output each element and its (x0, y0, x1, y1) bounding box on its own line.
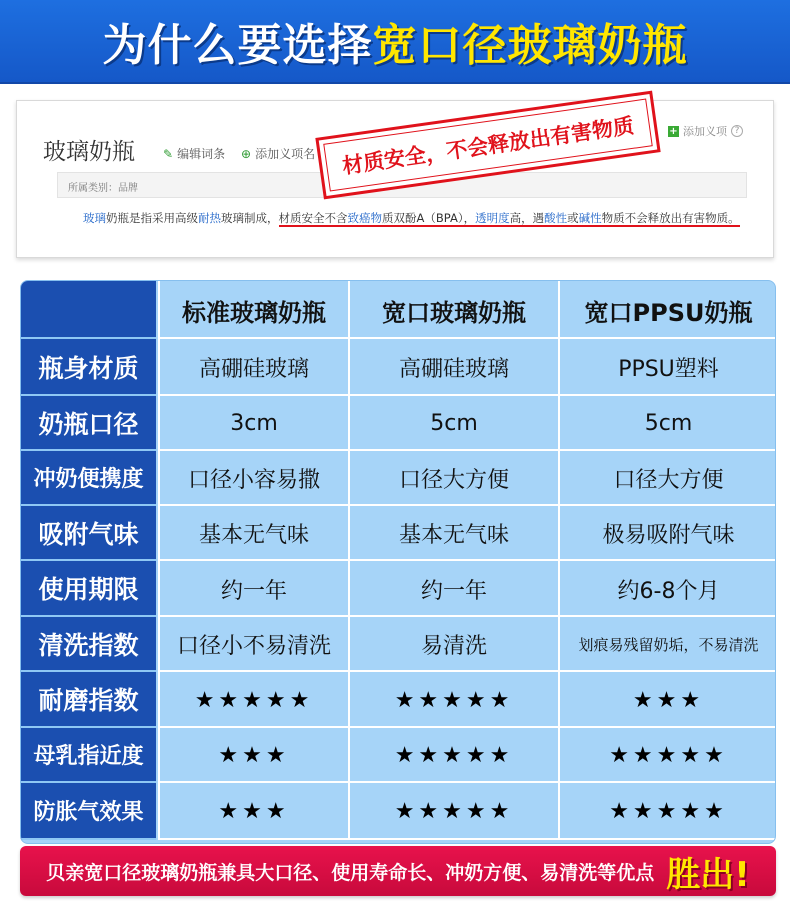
header-corner (21, 281, 156, 339)
title-highlight: 宽口径玻璃奶瓶 (372, 20, 688, 71)
table-cell: 口径小不易清洗 (158, 617, 348, 672)
add-item-link[interactable] (241, 145, 315, 162)
add-item-label: 添加义项名 (255, 147, 316, 161)
row-label: 奶瓶口径 (21, 396, 156, 451)
banner-emphasis: 胜出! (666, 854, 750, 895)
row-divider (158, 838, 776, 840)
table-cell: 极易吸附气味 (558, 506, 776, 561)
star-rating: ★★★ (558, 672, 776, 728)
desc-text-6: 或 (567, 211, 579, 225)
add-item-right-link[interactable] (668, 123, 743, 139)
edit-entry-label: 编辑词条 (177, 147, 226, 161)
row-label: 使用期限 (21, 561, 156, 617)
underlined-claim (279, 211, 740, 227)
edit-entry-link[interactable] (163, 145, 225, 162)
table-cell: 约一年 (158, 561, 348, 617)
table-row (21, 783, 776, 840)
table-row (21, 451, 776, 506)
page-title (103, 9, 688, 73)
desc-text-3: 材质安全不含 (278, 211, 348, 225)
category-bar: 所属类别：品牌 (57, 172, 747, 198)
desc-text-2: 玻璃制成， (221, 211, 279, 225)
row-label: 清洗指数 (21, 617, 156, 672)
summary-banner (20, 846, 776, 896)
desc-text-7: 物质不会释放出有害物质。 (601, 211, 740, 225)
link-transparency[interactable]: 透明度 (475, 211, 510, 225)
table-body (21, 281, 776, 844)
pencil-icon: ✎ (163, 146, 174, 161)
link-carcinogen[interactable]: 致癌物 (347, 211, 382, 225)
table-cell: 5cm (558, 396, 776, 451)
table-row (21, 617, 776, 672)
column-header: 宽口玻璃奶瓶 (348, 281, 558, 339)
link-glass[interactable]: 玻璃 (83, 211, 106, 225)
row-label: 母乳指近度 (21, 728, 156, 783)
table-row (21, 506, 776, 561)
table-header-row (21, 281, 776, 339)
desc-text-4: 质双酚A（BPA）， (382, 211, 476, 225)
row-label: 冲奶便携度 (21, 451, 156, 506)
star-rating: ★★★★★ (558, 783, 776, 840)
table-cell: 易清洗 (348, 617, 558, 672)
description-text (57, 208, 757, 229)
row-label: 吸附气味 (21, 506, 156, 561)
link-acidic[interactable]: 酸性 (544, 211, 568, 225)
link-alkaline[interactable]: 碱性 (578, 211, 602, 225)
link-heat-resistant[interactable]: 耐热 (198, 211, 221, 225)
comparison-table (20, 280, 776, 844)
table-row (21, 561, 776, 617)
table-cell: 约6-8个月 (558, 561, 776, 617)
star-rating: ★★★ (158, 783, 348, 840)
column-header: 宽口PPSU奶瓶 (558, 281, 776, 339)
stamp-text: 材质安全，不会释放出有害物质 (323, 99, 653, 192)
row-label: 耐磨指数 (21, 672, 156, 728)
star-rating: ★★★★★ (348, 783, 558, 840)
table-row (21, 672, 776, 728)
page-header (0, 0, 790, 84)
help-icon[interactable]: ? (731, 125, 743, 137)
desc-text-5: 高，遇 (509, 211, 545, 225)
table-cell: 口径小容易撒 (158, 451, 348, 506)
star-rating: ★★★★★ (558, 728, 776, 783)
table-cell: 5cm (348, 396, 558, 451)
table-cell: 基本无气味 (158, 506, 348, 561)
table-cell: 高硼硅玻璃 (158, 339, 348, 396)
table-cell: 口径大方便 (558, 451, 776, 506)
table-cell: 高硼硅玻璃 (348, 339, 558, 396)
add-icon: ⊕ (241, 146, 252, 161)
row-label: 防胀气效果 (21, 783, 156, 840)
star-rating: ★★★ (158, 728, 348, 783)
table-cell: 口径大方便 (348, 451, 558, 506)
plus-icon: + (669, 125, 678, 137)
table-cell: PPSU塑料 (558, 339, 776, 396)
table-row (21, 728, 776, 783)
add-item-right-label: 添加义项 (683, 125, 727, 138)
table-cell: 3cm (158, 396, 348, 451)
table-cell: 约一年 (348, 561, 558, 617)
table-row (21, 396, 776, 451)
table-cell: 基本无气味 (348, 506, 558, 561)
title-prefix: 为什么要选择 (102, 20, 373, 71)
banner-text: 贝亲宽口径玻璃奶瓶兼具大口径、使用寿命长、冲奶方便、易清洗等优点 (46, 861, 655, 884)
table-row (21, 339, 776, 396)
table-cell: 划痕易残留奶垢，不易清洗 (558, 617, 776, 672)
card-title: 玻璃奶瓶 (43, 139, 135, 165)
star-rating: ★★★★★ (158, 672, 348, 728)
star-rating: ★★★★★ (348, 728, 558, 783)
desc-text-1: 奶瓶是指采用高级 (106, 211, 198, 225)
column-header: 标准玻璃奶瓶 (158, 281, 348, 339)
row-label: 瓶身材质 (21, 339, 156, 396)
star-rating: ★★★★★ (348, 672, 558, 728)
